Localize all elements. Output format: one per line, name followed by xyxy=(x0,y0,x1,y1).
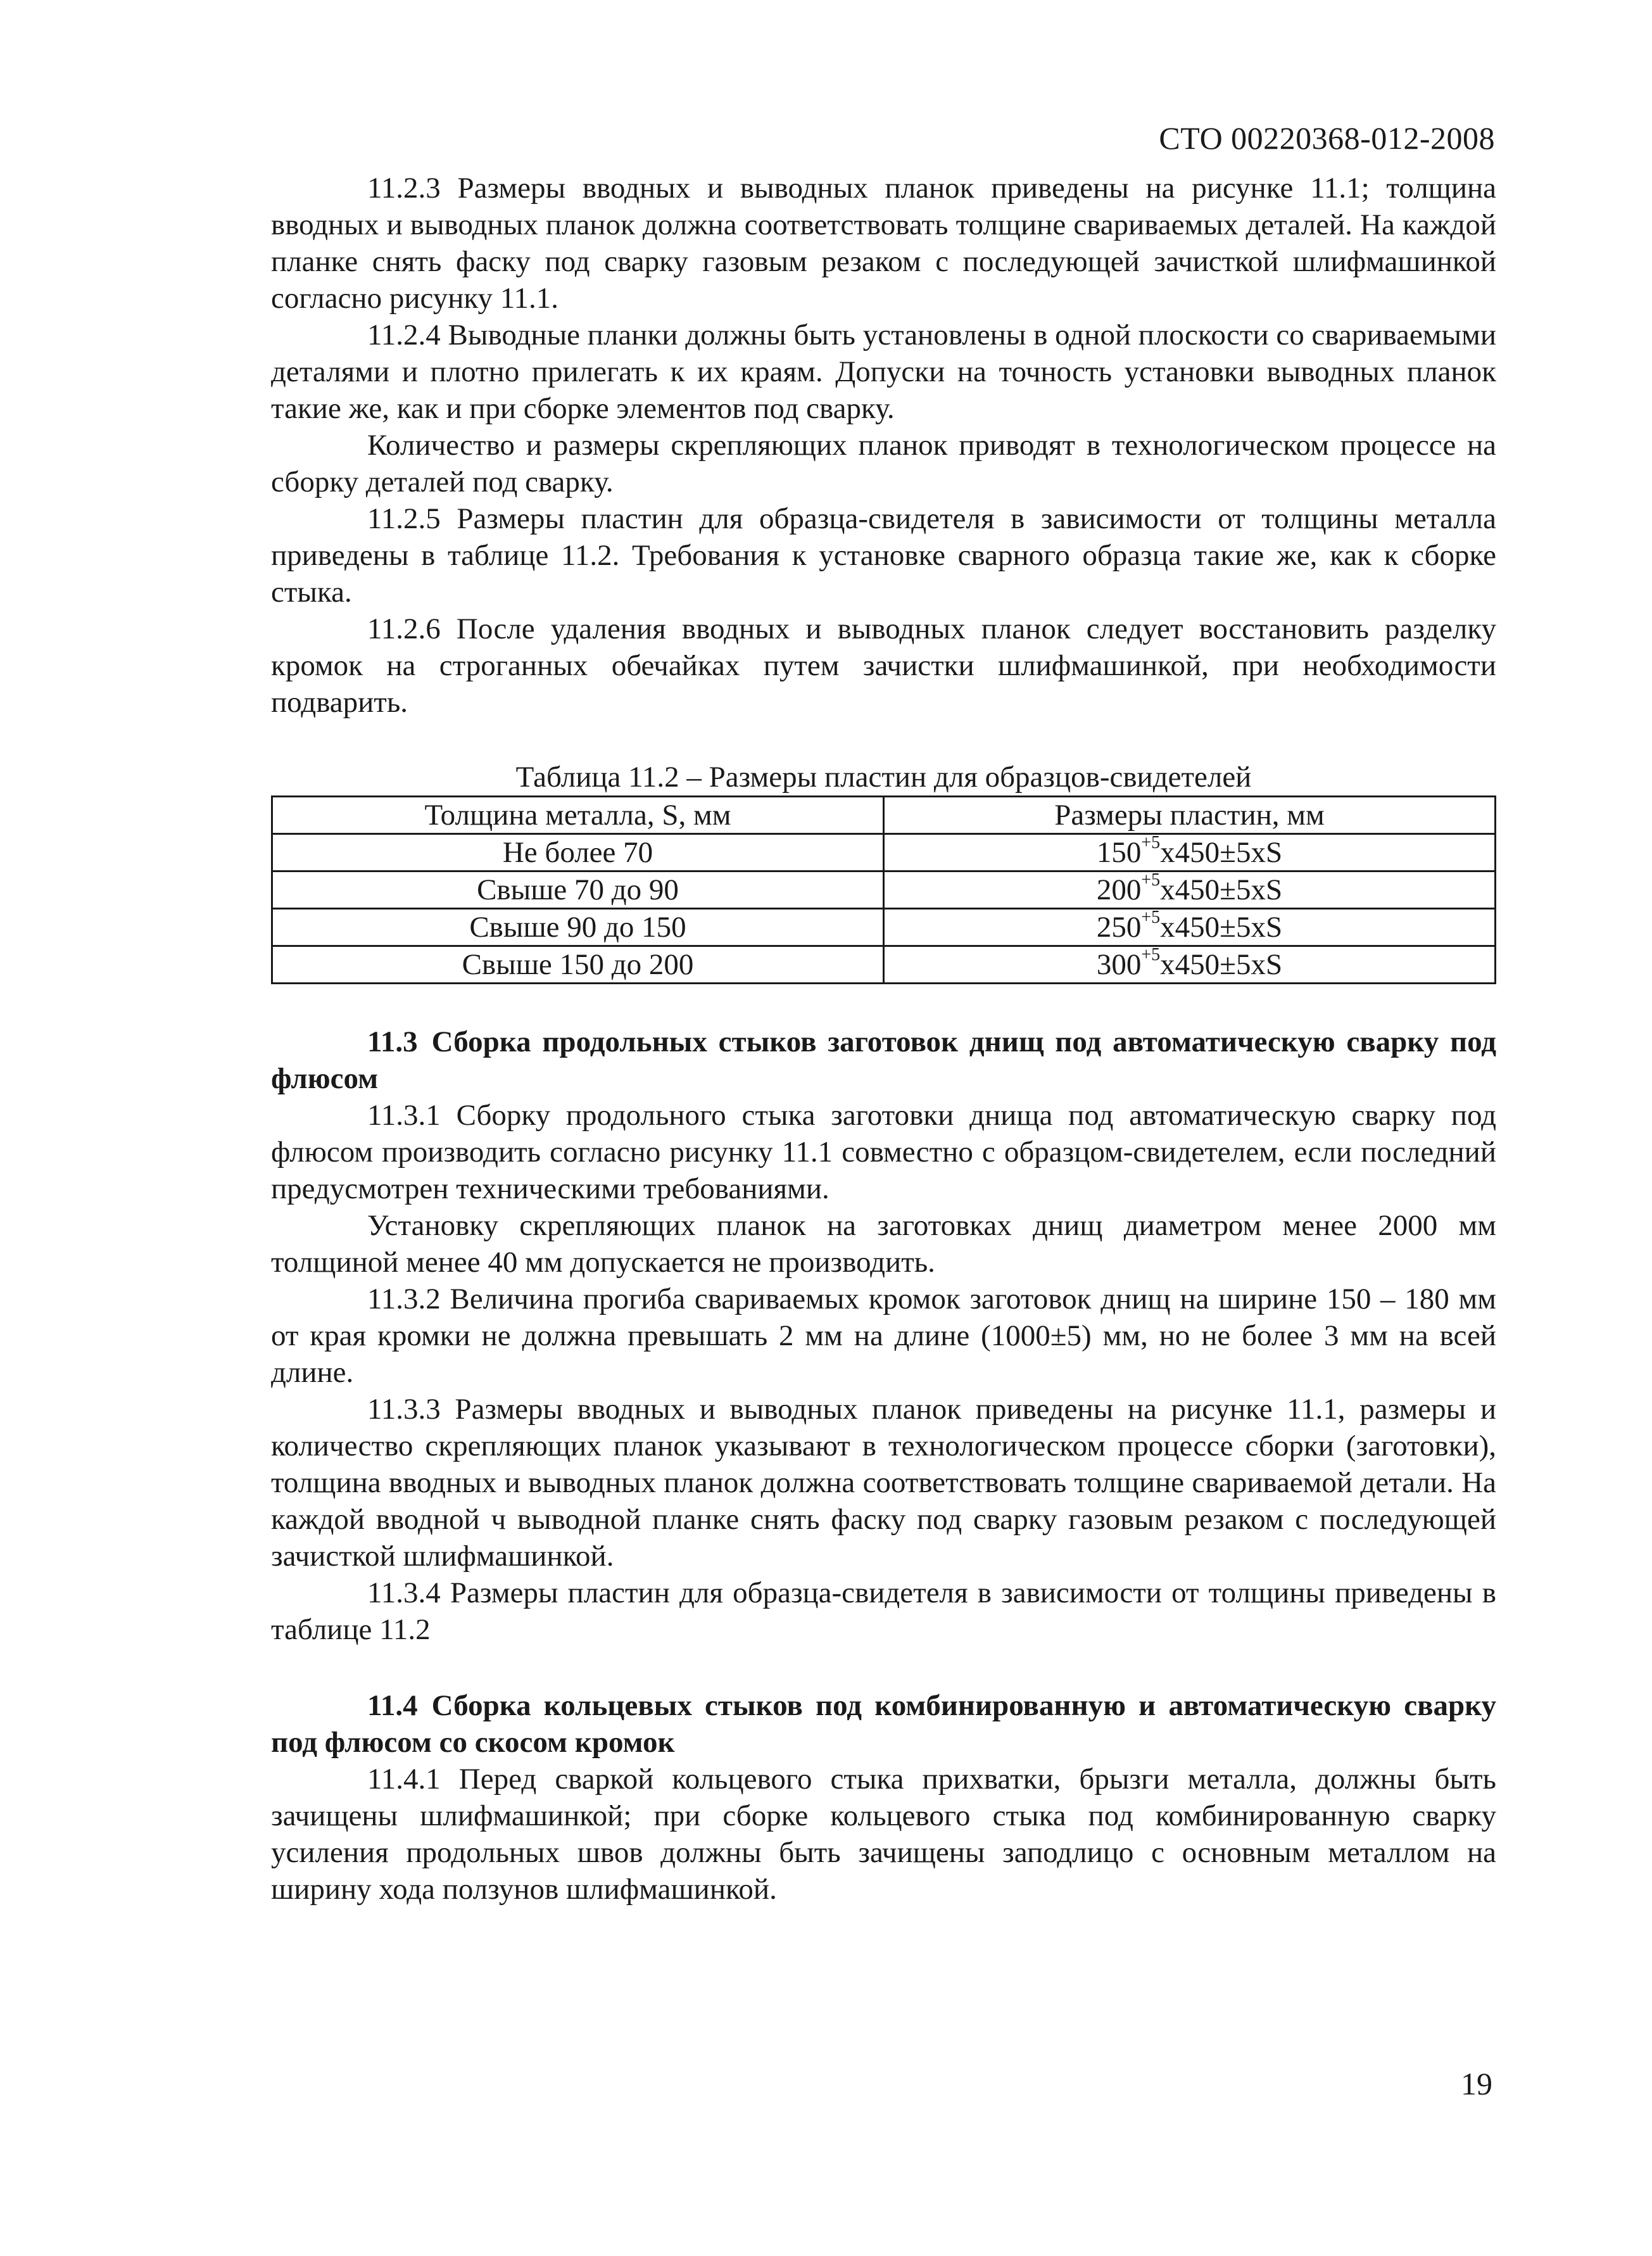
section-number: 11.3 xyxy=(367,1025,418,1058)
table-header-row xyxy=(272,797,1496,834)
thickness-cell: Свыше 70 до 90 xyxy=(272,871,884,909)
section-heading-11-4 xyxy=(271,1687,1496,1761)
plate-size-cell xyxy=(884,834,1496,871)
page-number: 19 xyxy=(1461,2066,1492,2101)
section-heading-11-3 xyxy=(271,1023,1496,1097)
paragraph-strap-count: Количество и размеры скрепляющих планок приводят в технологическом процессе на сборку деталей под сварку. xyxy=(271,429,1496,498)
size-base: 250 xyxy=(1096,911,1142,944)
size-base: 200 xyxy=(1096,873,1142,906)
document-body xyxy=(271,170,1496,1908)
size-tolerance: +5 xyxy=(1141,833,1161,852)
paragraph-strap-installation: Установку скрепляющих планок на заготовках днищ диаметром менее 2000 мм толщиной менее 40 мм допускается не производить. xyxy=(271,1209,1496,1279)
paragraph-11-2-3: 11.2.3 Размеры вводных и выводных планок приведены на рисунке 11.1; толщина вводных и выводных планок должна соответствовать толщине свариваемых деталей. На каждой планке снять фаску под сварку газовым резаком с последующей зачисткой шлифмашинкой согласно рисунку 11.1. xyxy=(271,172,1496,315)
size-base: 150 xyxy=(1096,836,1142,869)
plate-size-cell xyxy=(884,946,1496,984)
document-code: СТО 00220368-012-2008 xyxy=(1159,120,1495,156)
size-rest: х450±5хS xyxy=(1160,836,1283,869)
plate-size-cell xyxy=(884,909,1496,946)
column-header-plate-size: Размеры пластин, мм xyxy=(884,797,1496,834)
size-rest: х450±5хS xyxy=(1160,873,1283,906)
table-row xyxy=(272,909,1496,946)
paragraph-11-2-5: 11.2.5 Размеры пластин для образца-свидетеля в зависимости от толщины металла приведены в таблице 11.2. Требования к установке сварного образца такие же, как к сборке стыка. xyxy=(271,502,1496,609)
section-title: Сборка продольных стыков заготовок днищ под автоматическую сварку под флюсом xyxy=(271,1025,1496,1095)
paragraph-11-2-6: 11.2.6 После удаления вводных и выводных планок следует восстановить разделку кромок на строганных обечайках путем зачистки шлифмашинкой, при необходимости подварить. xyxy=(271,612,1496,719)
plate-sizes-table xyxy=(271,795,1496,984)
size-tolerance: +5 xyxy=(1141,908,1161,927)
paragraph-11-3-2: 11.3.2 Величина прогиба свариваемых кромок заготовок днищ на ширине 150 – 180 мм от края кромки не должна превышать 2 мм на длине (1000±5) мм, но не более 3 мм на всей длине. xyxy=(271,1283,1496,1389)
size-rest: х450±5хS xyxy=(1160,948,1283,981)
size-rest: х450±5хS xyxy=(1160,911,1283,944)
section-title: Сборка кольцевых стыков под комбинированную и автоматическую сварку под флюсом со скосом кромок xyxy=(271,1689,1496,1759)
thickness-cell: Не более 70 xyxy=(272,834,884,871)
paragraph-11-3-1: 11.3.1 Сборку продольного стыка заготовки днища под автоматическую сварку под флюсом производить согласно рисунку 11.1 совместно с образцом-свидетелем, если последний предусмотрен техническими требованиями. xyxy=(271,1099,1496,1205)
paragraph-11-3-3: 11.3.3 Размеры вводных и выводных планок приведены на рисунке 11.1, размеры и количество скрепляющих планок указывают в технологическом процессе сборки (заготовки), толщина вводных и выводных планок должна соответствовать толщине свариваемой детали. На каждой вводной ч выводной планке снять фаску под сварку газовым резаком с последующей зачисткой шлифмашинкой. xyxy=(271,1393,1496,1573)
table-row xyxy=(272,946,1496,984)
size-base: 300 xyxy=(1096,948,1142,981)
size-tolerance: +5 xyxy=(1141,870,1161,890)
paragraph-11-2-4: 11.2.4 Выводные планки должны быть установлены в одной плоскости со свариваемыми деталями и плотно прилегать к их краям. Допуски на точность установки выводных планок такие же, как и при сборке элементов под сварку. xyxy=(271,319,1496,425)
size-tolerance: +5 xyxy=(1141,945,1161,965)
column-header-thickness: Толщина металла, S, мм xyxy=(272,797,884,834)
paragraph-11-3-4: 11.3.4 Размеры пластин для образца-свидетеля в зависимости от толщины приведены в таблице 11.2 xyxy=(271,1576,1496,1646)
section-number: 11.4 xyxy=(367,1689,418,1722)
thickness-cell: Свыше 90 до 150 xyxy=(272,909,884,946)
plate-size-cell xyxy=(884,871,1496,909)
paragraph-11-4-1: 11.4.1 Перед сваркой кольцевого стыка прихватки, брызги металла, должны быть зачищены шлифмашинкой; при сборке кольцевого стыка под комбинированную сварку усиления продольных швов должны быть зачищены заподлицо с основным металлом на ширину хода ползунов шлифмашинкой. xyxy=(271,1763,1496,1906)
table-row xyxy=(272,834,1496,871)
table-row xyxy=(272,871,1496,909)
table-caption: Таблица 11.2 – Размеры пластин для образцов-свидетелей xyxy=(515,761,1252,794)
thickness-cell: Свыше 150 до 200 xyxy=(272,946,884,984)
